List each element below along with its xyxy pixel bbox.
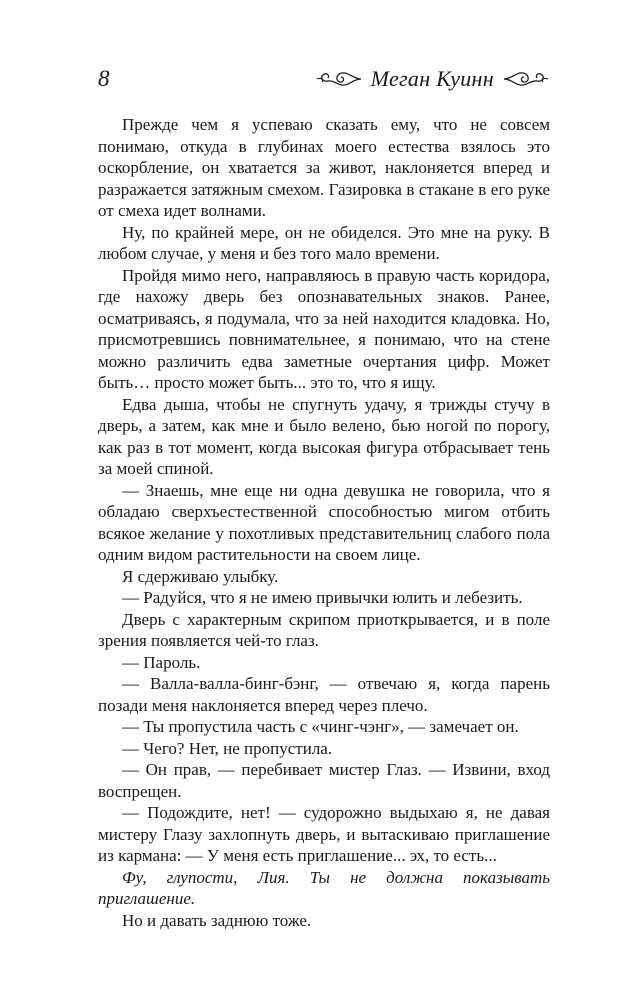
page-number: 8 — [98, 66, 110, 91]
paragraph: — Чего? Нет, не пропустила. — [122, 738, 333, 758]
paragraph: Пройдя мимо него, направляюсь в правую часть коридора, где нахожу дверь без опознавательных знаков. Ранее, осматриваясь, я подумала, что за ней находится кладовка. Но, присмотревшись повнимательнее, я понимаю, что на стене можно различить едва заметные очертания цифр. Может быть… просто может быть... это то, что я ищу. — [98, 265, 550, 392]
left-flourish-icon — [315, 68, 363, 90]
paragraph: Дверь с характерным скрипом приоткрывается, и в поле зрения появляется чей-то глаз. — [98, 609, 550, 650]
paragraph: Ну, по крайней мере, он не обиделся. Это мне на руку. В любом случае, у меня и без того мало времени. — [98, 222, 550, 263]
paragraph: Прежде чем я успеваю сказать ему, что не совсем понимаю, откуда в глубинах моего естества взялось это оскорбление, он хватается за живот, наклоняется вперед и разражается затяжным смехом. Газировка в стакане в его руке от смеха идет волнами. — [98, 115, 550, 220]
italic-thought-paragraph: Фу, глупости, Лия. Ты не должна показывать приглашение. — [98, 867, 550, 908]
paragraph: — Он прав, — перебивает мистер Глаз. — Извини, вход воспрещен. — [98, 760, 550, 801]
paragraph: — Радуйся, что я не имею привычки юлить и лебезить. — [122, 588, 523, 607]
paragraph: Я сдерживаю улыбку. — [122, 566, 279, 586]
paragraph: Едва дыша, чтобы не спугнуть удачу, я трижды стучу в дверь, а затем, как мне и было велено, бью ногой по порогу, как раз в тот момент, когда высокая фигура отбрасывает тень за моей спиной. — [98, 394, 550, 478]
paragraph: — Валла-валла-бинг-бэнг, — отвечаю я, когда парень позади меня наклоняется вперед через плечо. — [98, 674, 550, 715]
paragraph: — Подождите, нет! — судорожно выдыхаю я, не давая мистеру Глазу захлопнуть дверь, и вытаскиваю приглашение из кармана: — У меня есть приглашение... эх, то есть... — [98, 803, 550, 865]
running-head — [315, 66, 550, 92]
body-text — [98, 114, 550, 931]
paragraph: — Пароль. — [122, 652, 201, 672]
paragraph: Но и давать заднюю тоже. — [122, 910, 312, 930]
paragraph: — Знаешь, мне еще ни одна девушка не говорила, что я обладаю сверхъестественной способностью мигом отбить всякое желание у похотливых представительниц слабого пола одним видом растительности на своем лице. — [98, 480, 550, 564]
running-title: Меган Куинн — [370, 66, 494, 91]
page-header — [98, 60, 550, 100]
paragraph: — Ты пропустила часть с «чинг-чэнг», — замечает он. — [122, 717, 519, 736]
right-flourish-icon — [502, 68, 550, 90]
